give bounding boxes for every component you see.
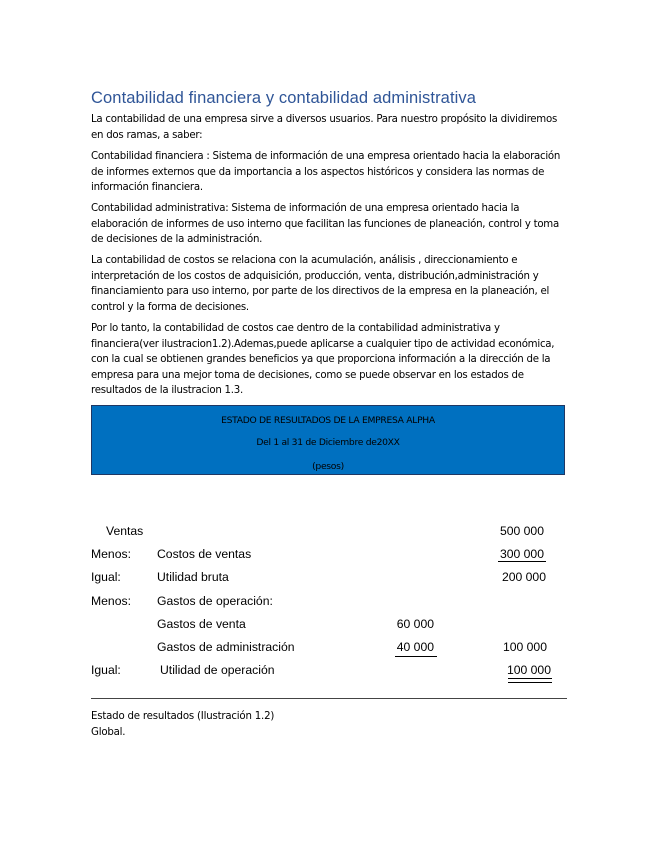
igual-prefix: Igual: xyxy=(91,570,121,584)
menos-prefix: Menos: xyxy=(91,594,131,608)
utilidad-underline-2 xyxy=(508,682,552,683)
utilidad-bruta-label: Utilidad bruta xyxy=(157,570,229,584)
caption-statement: Estado de resultados (Ilustración 1.2) xyxy=(91,711,275,722)
paragraph-contabilidad-financiera: Contabilidad financiera : Sistema de información de una empresa orientado hacia la elaboración de informes externos que da importancia a los aspectos históricos y considera las normas de información financiera. xyxy=(91,151,561,194)
gastos-operacion-label: Gastos de operación: xyxy=(157,594,273,608)
costos-ventas-label: Costos de ventas xyxy=(157,547,252,561)
utilidad-underline-1 xyxy=(508,678,552,679)
paragraph-intro: La contabilidad de una empresa sirve a diversos usuarios. Para nuestro propósito la dividiremos en dos ramas, a saber: xyxy=(91,114,558,141)
page-title: Contabilidad financiera y contabilidad administrativa xyxy=(91,89,477,107)
gastos-administracion-label: Gastos de administración xyxy=(157,640,295,654)
utilidad-operacion-label: Utilidad de operación xyxy=(160,663,275,677)
ventas-value: 500 000 xyxy=(499,524,544,538)
costos-underline xyxy=(498,561,546,562)
caption-global: Global. xyxy=(91,727,126,738)
banner-title: ESTADO DE RESULTADOS DE LA EMPRESA ALPHA xyxy=(221,415,435,426)
gastos-admin-underline xyxy=(395,656,437,657)
costos-ventas-value: 300 000 xyxy=(499,547,544,561)
statement-header-banner xyxy=(91,405,565,475)
banner-period: Del 1 al 31 de Diciembre de20XX xyxy=(256,437,400,448)
gastos-venta-value: 60 000 xyxy=(396,617,434,631)
igual-prefix: Igual: xyxy=(91,663,121,677)
banner-units: (pesos) xyxy=(312,461,344,472)
ventas-label: Ventas xyxy=(106,524,144,538)
utilidad-bruta-value: 200 000 xyxy=(501,570,546,584)
divider-rule xyxy=(91,698,567,699)
gastos-administracion-value: 40 000 xyxy=(396,640,434,654)
paragraph-contabilidad-administrativa: Contabilidad administrativa: Sistema de información de una empresa orientado hacia la elaboración de informes de uso interno que facilitan las funciones de planeación, control y toma de decisiones de la administración. xyxy=(91,203,559,246)
gastos-total-value: 100 000 xyxy=(502,640,547,654)
gastos-venta-label: Gastos de venta xyxy=(157,617,246,631)
paragraph-contabilidad-costos: La contabilidad de costos se relaciona con la acumulación, análisis , direccionamiento e interpretación de los costos de adquisición, producción, venta, distribución,administración y financiamiento para uso interno, por parte de los directivos de la empresa en la planeación, el control y la forma de decisiones. xyxy=(91,255,550,313)
menos-prefix: Menos: xyxy=(91,547,131,561)
paragraph-conclusion: Por lo tanto, la contabilidad de costos cae dentro de la contabilidad administrativa y financiera(ver ilustracion1.2).Ademas,puede aplicarse a cualquier tipo de actividad económica, con la cual se obtienen grandes beneficios ya que proporciona información a la dirección de la empresa para una mejor toma de decisiones, como se puede observar en los estados de resultados de la ilustracion 1.3. xyxy=(91,323,555,397)
utilidad-operacion-value: 100 000 xyxy=(506,663,551,677)
